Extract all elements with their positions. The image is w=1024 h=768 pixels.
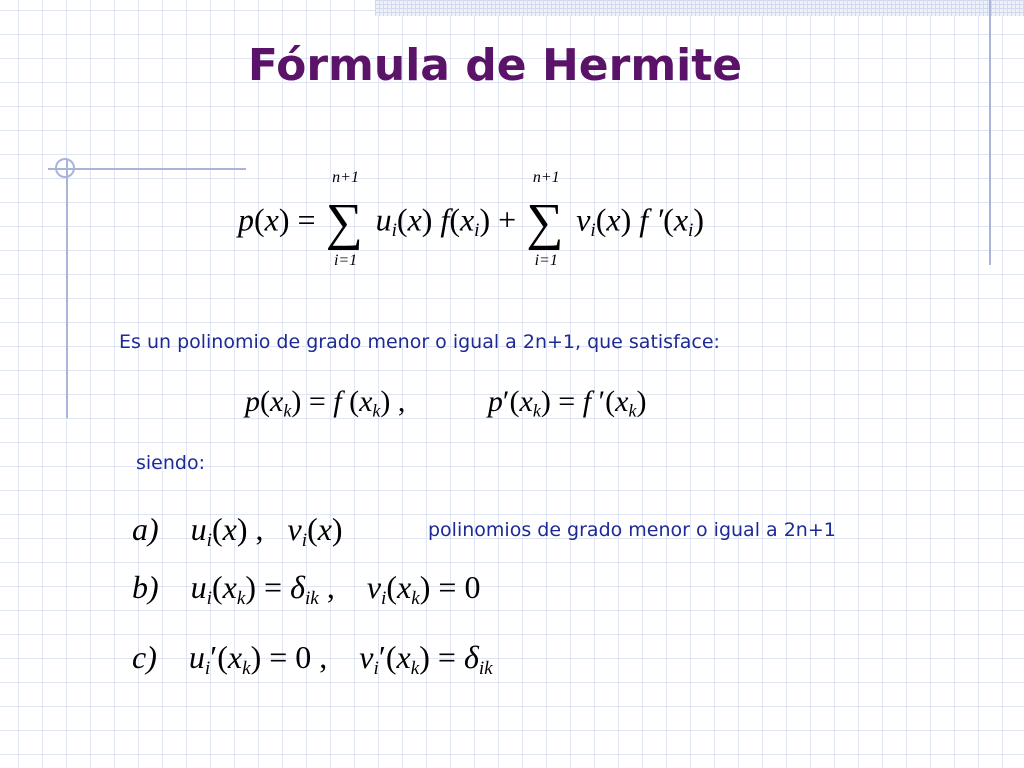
condition-b: b) $u_i(x_k) = \delta_{ik}$ , $v_i(x_k) = 0$ bbox=[132, 569, 481, 609]
condition-c: c) $u_i'(x_k) = 0$ , $v_i'(x_k) = \delta_{ik}$ bbox=[132, 639, 493, 679]
decorative-horizontal-line-left bbox=[48, 168, 246, 170]
condition-a: a) $u_i(x)$ , $v_i(x)$ bbox=[132, 511, 343, 551]
sum-symbol-2: n+1 ∑ i=1 bbox=[526, 169, 564, 269]
hermite-conditions: $p(x_k) = f$ $(x_k)$ , $p'(x_k) = f$ $'(x_k)$ bbox=[245, 385, 647, 421]
sum-symbol-1: n+1 ∑ i=1 bbox=[325, 169, 363, 269]
hermite-formula: p(x) = n+1 ∑ i=1 $u_i(x) f(x_i)$ + n+1 ∑ i=1 $v_i(x)$ f $'(x_i)$ bbox=[238, 169, 705, 269]
condition-a-note: polinomios de grado menor o igual a 2n+1 bbox=[428, 519, 836, 541]
slide-title: Fórmula de Hermite bbox=[247, 40, 743, 91]
siendo-label: siendo: bbox=[136, 452, 205, 474]
decorative-circle-icon bbox=[55, 158, 75, 178]
top-pattern-band bbox=[375, 0, 1024, 16]
description-text: Es un polinomio de grado menor o igual a 2n+1, que satisface: bbox=[119, 331, 720, 353]
decorative-vertical-line-left bbox=[66, 160, 68, 418]
